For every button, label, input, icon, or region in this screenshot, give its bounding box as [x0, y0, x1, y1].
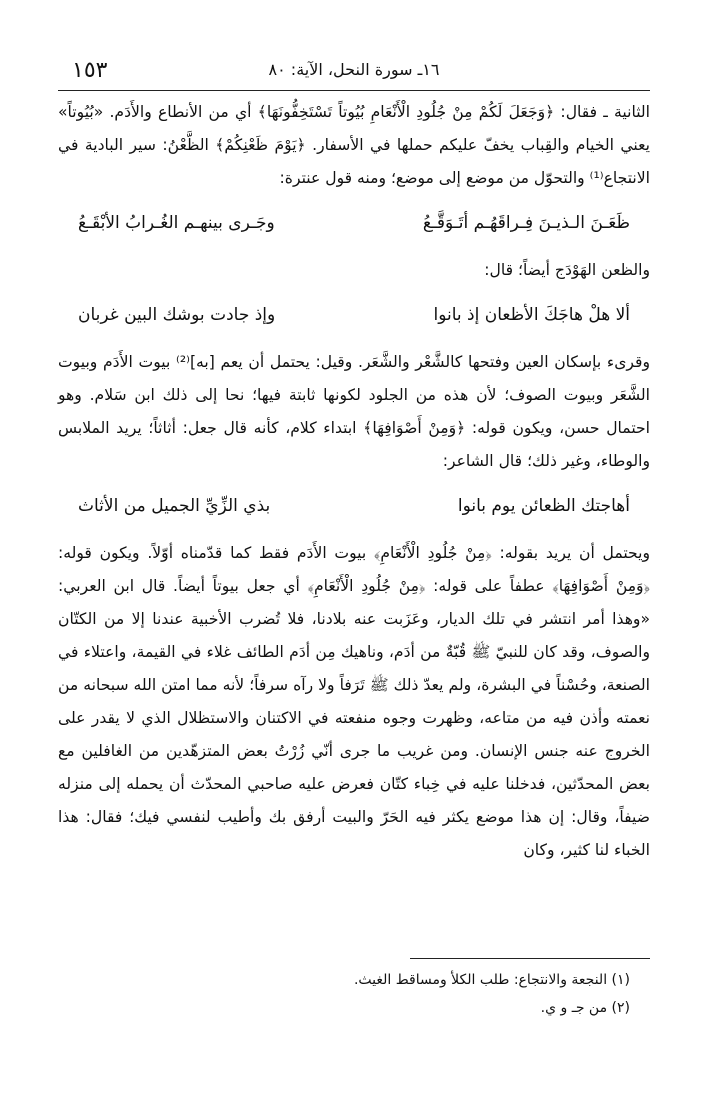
verse-2-second-hemistich: وإذ جادت بوشك البين غربان [78, 305, 276, 325]
page-number: ١٥٣ [72, 58, 108, 83]
footnote-1: (١) النجعة والانتجاع: طلب الكلأ ومساقط الغيث. [353, 972, 630, 988]
footnote-2: (٢) من جـ و ي. [540, 1000, 630, 1016]
verse-line-1 [58, 195, 650, 254]
verse-2-first-hemistich: ألا هلْ هاجَكَ الأظعان إذ بانوا [433, 305, 630, 325]
verse-1-second-hemistich: وجَـرى بينهـم الغُـرابُ الأبْقَـعُ [78, 213, 275, 233]
verse-1-first-hemistich: ظَعَـنَ الـذيـنَ فِـراقَهُـم أتَـوَقَّـعُ [422, 213, 630, 233]
verse-3-first-hemistich: أهاجتك الظعائن يوم بانوا [457, 496, 630, 516]
paragraph-3: وقرىء بإسكان العين وفتحها كالشَّعْر والشَّعَر. وقيل: يحتمل أن يعم [به]⁽²⁾ بيوت الأَدَم وبيوت الشَّعَر وبيوت الصوف؛ لأن هذه من الجلود لكونها ثابتة فيها؛ نحا إلى ذلك ابن سَلام. وهو احتمال حسن، ويكون قوله: ﴿وَمِنْ أَصْوَافِهَا﴾ ابتداء كلام، كأنه قال جعل: أثاثاً؛ يريد الملابس والوطاء، وغير ذلك؛ قال الشاعر: [58, 353, 651, 470]
paragraph-2: والظعن الهَوْدَج أيضاً؛ قال: [484, 261, 650, 279]
verse-line-2 [58, 287, 650, 346]
page-header [58, 54, 650, 91]
paragraph-1: الثانية ـ فقال: ﴿وَجَعَلَ لَكُمْ مِنْ جُلُودِ الْأَنْعَامِ بُيُوتاً تَسْتَخِفُّونَهَا﴾ أي من الأنطاع والأَدَم. «بُيُوتاً» يعني الخيام والقِباب يخفّ عليكم حملها في الأسفار. ﴿يَوْمَ ظَعْنِكُمْ﴾ الظَّعْنُ: سير البادية في الانتجاع⁽¹⁾ والتحوّل من موضع إلى موضع؛ ومنه قول عنترة: [58, 103, 650, 187]
running-title: ١٦ـ سورة النحل، الآية: ٨٠ [268, 60, 440, 79]
verse-line-3 [58, 478, 650, 537]
footnotes [58, 958, 650, 1022]
verse-3-second-hemistich: بذي الزِّيِّ الجميل من الأثاث [78, 496, 271, 516]
body-text [58, 96, 650, 867]
paragraph-4: ويحتمل أن يريد بقوله: ﴿مِنْ جُلُودِ الْأَنْعَامِ﴾ بيوت الأَدَم فقط كما قدّمناه أوّلاً. ويكون قوله: ﴿وَمِنْ أَصْوَافِهَا﴾ عطفاً على قوله: ﴿مِنْ جُلُودِ الْأَنْعَامِ﴾ أي جعل بيوتاً أيضاً. قال ابن العربي: «وهذا أمر انتشر في تلك الديار، وعَزَبت عنه بلادنا، فلا تُضرب الأخبية عندنا إلا من الكتّان والصوف، وقد كان للنبيّ ﷺ قُبّةٌ من أدَم، وناهيك مِن أدَم الطائف غلاء في القيمة، واعتلاء في الصنعة، وحُسْناً في البشرة، ولم يعدّ ذلك ﷺ تَرَفاً ولا رآه سرفاً؛ لأنه مما امتن الله سبحانه من نعمته وأذن فيه من متاعه، وظهرت وجوه منفعته في الاكتنان والاستظلال الذي لا يقدر على الخروج عنه جنس الإنسان. ومن غريب ما جرى أنّي زُرْتُ بعض المتزهّدين من الغافلين مع بعض المحدّثين، فدخلنا عليه في خِباء كتّان فعرض عليه صاحبي المحدّث أن يحمله إلى منزله ضيفاً، وقال: إن هذا موضع يكثر فيه الحَرّ والبيت أرفق بك وأطيب لنفسي فيك؛ فقال: هذا الخباء لنا كثير، وكان [58, 544, 650, 859]
